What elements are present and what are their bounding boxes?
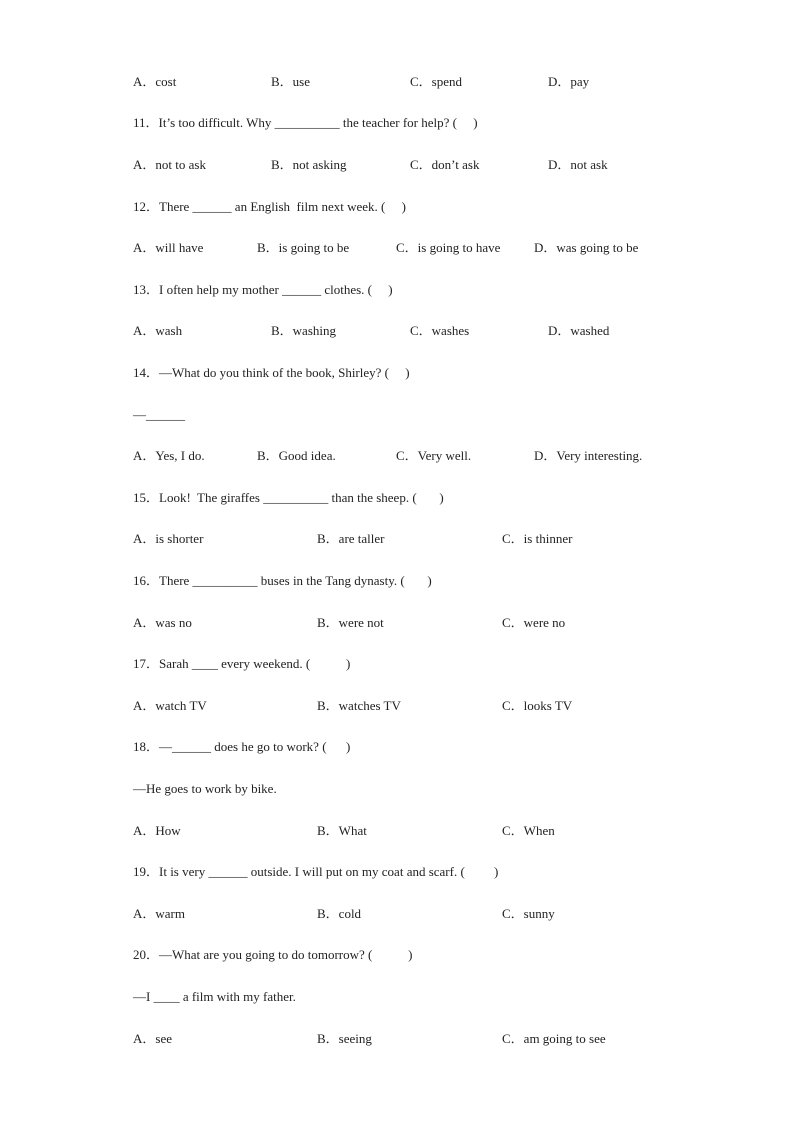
option-b: B．were not: [317, 615, 384, 630]
question-17: 17．Sarah ____ every weekend. ( ): [133, 656, 351, 671]
option-d: D．Very interesting.: [534, 448, 643, 463]
option-b: B．is going to be: [257, 240, 350, 255]
option-b: B．are taller: [317, 531, 385, 546]
option-c: C．am going to see: [502, 1031, 606, 1046]
question-12: 12．There ______ an English film next week. ( ): [133, 199, 406, 214]
option-c: C．sunny: [502, 906, 555, 921]
option-b: B．watches TV: [317, 698, 401, 713]
option-c: C．spend: [410, 74, 463, 89]
option-b: B．seeing: [317, 1031, 372, 1046]
option-a: A．Yes, I do.: [133, 448, 205, 463]
option-b: B．use: [271, 74, 311, 89]
question-15: 15．Look! The giraffes __________ than the sheep. ( ): [133, 490, 444, 505]
option-c: C．don’t ask: [410, 157, 480, 172]
option-c: C．Very well.: [396, 448, 472, 463]
option-a: A．How: [133, 823, 181, 838]
option-a: A．warm: [133, 906, 185, 921]
option-a: A．will have: [133, 240, 204, 255]
option-b: B．Good idea.: [257, 448, 336, 463]
option-b: B．What: [317, 823, 367, 838]
option-d: D．pay: [548, 74, 590, 89]
answer-blank-line: —______: [133, 407, 185, 422]
question-14: 14．—What do you think of the book, Shirley? ( ): [133, 365, 410, 380]
question-19: 19．It is very ______ outside. I will put on my coat and scarf. ( ): [133, 864, 499, 879]
option-a: A．was no: [133, 615, 192, 630]
option-c: C．is thinner: [502, 531, 573, 546]
option-a: A．cost: [133, 74, 177, 89]
option-c: C．were no: [502, 615, 566, 630]
option-a: A．wash: [133, 323, 183, 338]
option-c: C．looks TV: [502, 698, 573, 713]
option-b: B．washing: [271, 323, 337, 338]
question-11: 11．It’s too difficult. Why __________ the teacher for help? ( ): [133, 115, 478, 130]
answer-line: —He goes to work by bike.: [133, 781, 277, 796]
option-b: B．not asking: [271, 157, 347, 172]
answer-line: —I ____ a film with my father.: [133, 989, 296, 1004]
option-c: C．When: [502, 823, 555, 838]
option-d: D．was going to be: [534, 240, 639, 255]
question-18: 18．—______ does he go to work? ( ): [133, 739, 351, 754]
option-a: A．see: [133, 1031, 172, 1046]
question-13: 13．I often help my mother ______ clothes. ( ): [133, 282, 393, 297]
option-a: A．not to ask: [133, 157, 206, 172]
option-d: D．not ask: [548, 157, 608, 172]
option-b: B．cold: [317, 906, 362, 921]
option-d: D．washed: [548, 323, 610, 338]
option-a: A．watch TV: [133, 698, 207, 713]
option-c: C．washes: [410, 323, 470, 338]
option-a: A．is shorter: [133, 531, 204, 546]
question-20: 20．—What are you going to do tomorrow? ( ): [133, 947, 413, 962]
question-16: 16．There __________ buses in the Tang dynasty. ( ): [133, 573, 432, 588]
option-c: C．is going to have: [396, 240, 501, 255]
